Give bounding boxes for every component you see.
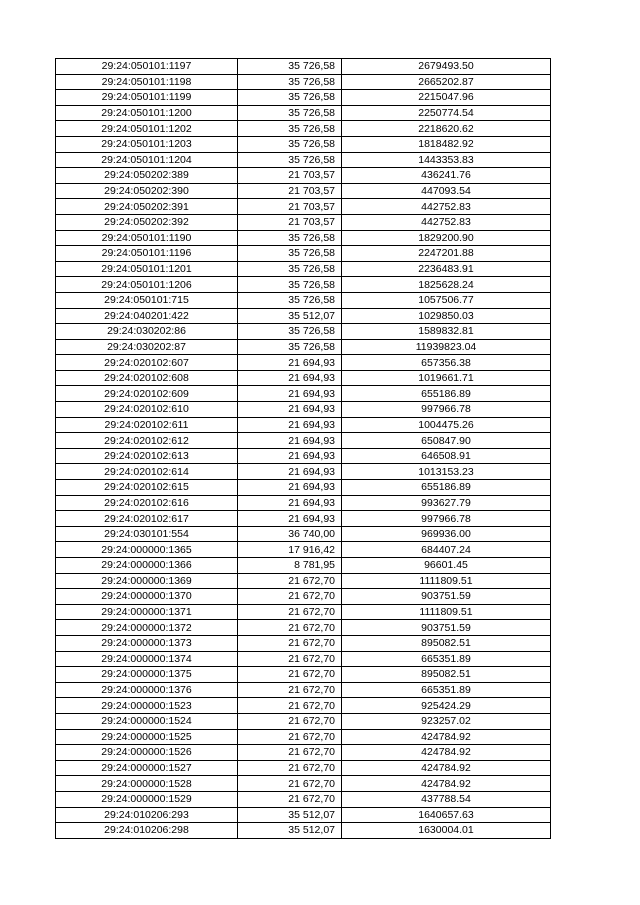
cadastral-number-cell: 29:24:020102:613 <box>56 448 238 464</box>
value-cell: 424784.92 <box>342 745 551 761</box>
table-row <box>56 573 551 589</box>
area-cell: 21 694,93 <box>238 402 342 418</box>
cadastral-number-cell: 29:24:050101:1206 <box>56 277 238 293</box>
cadastral-number-cell: 29:24:020102:608 <box>56 370 238 386</box>
area-cell: 21 672,70 <box>238 667 342 683</box>
cadastral-number-cell: 29:24:010206:298 <box>56 823 238 839</box>
cadastral-number-cell: 29:24:000000:1370 <box>56 589 238 605</box>
value-cell: 96601.45 <box>342 558 551 574</box>
cadastral-number-cell: 29:24:000000:1526 <box>56 745 238 761</box>
cadastral-number-cell: 29:24:000000:1371 <box>56 604 238 620</box>
area-cell: 21 694,93 <box>238 386 342 402</box>
table-row <box>56 370 551 386</box>
cadastral-number-cell: 29:24:020102:607 <box>56 355 238 371</box>
area-cell: 21 694,93 <box>238 464 342 480</box>
value-cell: 657356.38 <box>342 355 551 371</box>
cadastral-number-cell: 29:24:020102:610 <box>56 402 238 418</box>
cadastral-number-cell: 29:24:050202:389 <box>56 168 238 184</box>
value-cell: 1019661.71 <box>342 370 551 386</box>
cadastral-number-cell: 29:24:000000:1374 <box>56 651 238 667</box>
table-row <box>56 635 551 651</box>
value-cell: 1630004.01 <box>342 823 551 839</box>
table-row <box>56 339 551 355</box>
area-cell: 35 726,58 <box>238 261 342 277</box>
table-row <box>56 168 551 184</box>
table-row <box>56 791 551 807</box>
value-cell: 997966.78 <box>342 511 551 527</box>
cadastral-number-cell: 29:24:050101:1197 <box>56 59 238 75</box>
value-cell: 665351.89 <box>342 651 551 667</box>
cadastral-number-cell: 29:24:000000:1528 <box>56 776 238 792</box>
table-row <box>56 261 551 277</box>
area-cell: 35 726,58 <box>238 74 342 90</box>
area-cell: 35 726,58 <box>238 105 342 121</box>
area-cell: 35 726,58 <box>238 136 342 152</box>
table-row <box>56 105 551 121</box>
table-row <box>56 136 551 152</box>
table-row <box>56 620 551 636</box>
cadastral-number-cell: 29:24:000000:1529 <box>56 791 238 807</box>
area-cell: 21 694,93 <box>238 433 342 449</box>
value-cell: 650847.90 <box>342 433 551 449</box>
area-cell: 21 703,57 <box>238 168 342 184</box>
value-cell: 447093.54 <box>342 183 551 199</box>
area-cell: 21 672,70 <box>238 713 342 729</box>
cadastral-number-cell: 29:24:020102:614 <box>56 464 238 480</box>
area-cell: 35 726,58 <box>238 152 342 168</box>
cadastral-number-cell: 29:24:040201:422 <box>56 308 238 324</box>
value-cell: 1004475.26 <box>342 417 551 433</box>
area-cell: 21 672,70 <box>238 682 342 698</box>
area-cell: 21 672,70 <box>238 776 342 792</box>
value-cell: 2236483.91 <box>342 261 551 277</box>
area-cell: 35 726,58 <box>238 59 342 75</box>
area-cell: 36 740,00 <box>238 526 342 542</box>
cadastral-number-cell: 29:24:050101:1201 <box>56 261 238 277</box>
value-cell: 1825628.24 <box>342 277 551 293</box>
cadastral-number-cell: 29:24:010206:293 <box>56 807 238 823</box>
area-cell: 21 672,70 <box>238 760 342 776</box>
table-row <box>56 542 551 558</box>
table-row <box>56 246 551 262</box>
area-cell: 35 726,58 <box>238 246 342 262</box>
table-row <box>56 121 551 137</box>
table-row <box>56 651 551 667</box>
area-cell: 21 672,70 <box>238 604 342 620</box>
table-row <box>56 526 551 542</box>
table-row <box>56 277 551 293</box>
table-row <box>56 448 551 464</box>
table-row <box>56 495 551 511</box>
value-cell: 442752.83 <box>342 214 551 230</box>
value-cell: 997966.78 <box>342 402 551 418</box>
cadastral-value-table <box>55 58 551 839</box>
area-cell: 35 726,58 <box>238 324 342 340</box>
value-cell: 2679493.50 <box>342 59 551 75</box>
area-cell: 21 694,93 <box>238 511 342 527</box>
value-cell: 665351.89 <box>342 682 551 698</box>
value-cell: 925424.29 <box>342 698 551 714</box>
area-cell: 35 726,58 <box>238 339 342 355</box>
table-row <box>56 558 551 574</box>
table-row <box>56 183 551 199</box>
cadastral-number-cell: 29:24:050101:1190 <box>56 230 238 246</box>
table-row <box>56 59 551 75</box>
area-cell: 21 672,70 <box>238 635 342 651</box>
cadastral-number-cell: 29:24:050101:1200 <box>56 105 238 121</box>
value-cell: 655186.89 <box>342 386 551 402</box>
value-cell: 2218620.62 <box>342 121 551 137</box>
value-cell: 1589832.81 <box>342 324 551 340</box>
area-cell: 35 512,07 <box>238 807 342 823</box>
cadastral-number-cell: 29:24:050101:1198 <box>56 74 238 90</box>
area-cell: 35 726,58 <box>238 90 342 106</box>
table-row <box>56 745 551 761</box>
table-row <box>56 308 551 324</box>
cadastral-number-cell: 29:24:000000:1524 <box>56 713 238 729</box>
value-cell: 1829200.90 <box>342 230 551 246</box>
table-row <box>56 776 551 792</box>
table-row <box>56 807 551 823</box>
cadastral-number-cell: 29:24:050101:715 <box>56 292 238 308</box>
area-cell: 21 694,93 <box>238 495 342 511</box>
table-row <box>56 433 551 449</box>
table-row <box>56 480 551 496</box>
value-cell: 1057506.77 <box>342 292 551 308</box>
cadastral-number-cell: 29:24:000000:1375 <box>56 667 238 683</box>
value-cell: 684407.24 <box>342 542 551 558</box>
value-cell: 424784.92 <box>342 776 551 792</box>
area-cell: 21 672,70 <box>238 729 342 745</box>
table-row <box>56 292 551 308</box>
table-body <box>56 59 551 839</box>
area-cell: 35 726,58 <box>238 230 342 246</box>
value-cell: 1013153.23 <box>342 464 551 480</box>
area-cell: 21 694,93 <box>238 355 342 371</box>
cadastral-number-cell: 29:24:050101:1203 <box>56 136 238 152</box>
area-cell: 21 703,57 <box>238 199 342 215</box>
value-cell: 895082.51 <box>342 667 551 683</box>
cadastral-number-cell: 29:24:000000:1527 <box>56 760 238 776</box>
cadastral-number-cell: 29:24:020102:612 <box>56 433 238 449</box>
table-row <box>56 604 551 620</box>
value-cell: 11939823.04 <box>342 339 551 355</box>
value-cell: 1111809.51 <box>342 573 551 589</box>
table-row <box>56 214 551 230</box>
value-cell: 442752.83 <box>342 199 551 215</box>
area-cell: 35 726,58 <box>238 277 342 293</box>
area-cell: 21 703,57 <box>238 214 342 230</box>
table-row <box>56 324 551 340</box>
area-cell: 21 672,70 <box>238 620 342 636</box>
area-cell: 21 672,70 <box>238 573 342 589</box>
area-cell: 21 694,93 <box>238 480 342 496</box>
cadastral-number-cell: 29:24:030202:86 <box>56 324 238 340</box>
cadastral-number-cell: 29:24:000000:1366 <box>56 558 238 574</box>
cadastral-number-cell: 29:24:020102:611 <box>56 417 238 433</box>
cadastral-number-cell: 29:24:000000:1373 <box>56 635 238 651</box>
area-cell: 21 672,70 <box>238 589 342 605</box>
cadastral-number-cell: 29:24:050101:1199 <box>56 90 238 106</box>
value-cell: 923257.02 <box>342 713 551 729</box>
value-cell: 2215047.96 <box>342 90 551 106</box>
cadastral-number-cell: 29:24:020102:615 <box>56 480 238 496</box>
table-row <box>56 417 551 433</box>
cadastral-number-cell: 29:24:050101:1204 <box>56 152 238 168</box>
value-cell: 969936.00 <box>342 526 551 542</box>
cadastral-number-cell: 29:24:030101:554 <box>56 526 238 542</box>
table-row <box>56 682 551 698</box>
cadastral-number-cell: 29:24:050202:392 <box>56 214 238 230</box>
table-row <box>56 152 551 168</box>
table-row <box>56 698 551 714</box>
cadastral-number-cell: 29:24:050202:390 <box>56 183 238 199</box>
value-cell: 903751.59 <box>342 620 551 636</box>
value-cell: 2665202.87 <box>342 74 551 90</box>
cadastral-number-cell: 29:24:000000:1369 <box>56 573 238 589</box>
area-cell: 35 726,58 <box>238 121 342 137</box>
value-cell: 1029850.03 <box>342 308 551 324</box>
area-cell: 21 672,70 <box>238 651 342 667</box>
area-cell: 21 672,70 <box>238 698 342 714</box>
area-cell: 35 512,07 <box>238 308 342 324</box>
cadastral-number-cell: 29:24:000000:1372 <box>56 620 238 636</box>
value-cell: 1443353.83 <box>342 152 551 168</box>
area-cell: 17 916,42 <box>238 542 342 558</box>
area-cell: 21 703,57 <box>238 183 342 199</box>
cadastral-number-cell: 29:24:020102:616 <box>56 495 238 511</box>
value-cell: 895082.51 <box>342 635 551 651</box>
value-cell: 993627.79 <box>342 495 551 511</box>
cadastral-number-cell: 29:24:020102:617 <box>56 511 238 527</box>
table-row <box>56 729 551 745</box>
value-cell: 655186.89 <box>342 480 551 496</box>
value-cell: 1111809.51 <box>342 604 551 620</box>
value-cell: 903751.59 <box>342 589 551 605</box>
table-row <box>56 74 551 90</box>
table-row <box>56 589 551 605</box>
table-row <box>56 667 551 683</box>
area-cell: 8 781,95 <box>238 558 342 574</box>
area-cell: 21 672,70 <box>238 791 342 807</box>
table-row <box>56 823 551 839</box>
value-cell: 1640657.63 <box>342 807 551 823</box>
table-row <box>56 230 551 246</box>
area-cell: 21 694,93 <box>238 417 342 433</box>
table-row <box>56 90 551 106</box>
cadastral-number-cell: 29:24:000000:1376 <box>56 682 238 698</box>
table-row <box>56 511 551 527</box>
value-cell: 436241.76 <box>342 168 551 184</box>
area-cell: 21 672,70 <box>238 745 342 761</box>
table-row <box>56 199 551 215</box>
value-cell: 424784.92 <box>342 729 551 745</box>
table-row <box>56 386 551 402</box>
value-cell: 437788.54 <box>342 791 551 807</box>
table-row <box>56 464 551 480</box>
area-cell: 35 726,58 <box>238 292 342 308</box>
area-cell: 21 694,93 <box>238 370 342 386</box>
cadastral-number-cell: 29:24:000000:1525 <box>56 729 238 745</box>
value-cell: 2250774.54 <box>342 105 551 121</box>
cadastral-number-cell: 29:24:050202:391 <box>56 199 238 215</box>
area-cell: 35 512,07 <box>238 823 342 839</box>
cadastral-number-cell: 29:24:000000:1523 <box>56 698 238 714</box>
cadastral-number-cell: 29:24:000000:1365 <box>56 542 238 558</box>
table-row <box>56 713 551 729</box>
table-row <box>56 402 551 418</box>
value-cell: 424784.92 <box>342 760 551 776</box>
table-row <box>56 355 551 371</box>
cadastral-number-cell: 29:24:020102:609 <box>56 386 238 402</box>
cadastral-number-cell: 29:24:050101:1202 <box>56 121 238 137</box>
table-row <box>56 760 551 776</box>
value-cell: 2247201.88 <box>342 246 551 262</box>
cadastral-number-cell: 29:24:050101:1196 <box>56 246 238 262</box>
value-cell: 646508.91 <box>342 448 551 464</box>
area-cell: 21 694,93 <box>238 448 342 464</box>
value-cell: 1818482.92 <box>342 136 551 152</box>
cadastral-number-cell: 29:24:030202:87 <box>56 339 238 355</box>
